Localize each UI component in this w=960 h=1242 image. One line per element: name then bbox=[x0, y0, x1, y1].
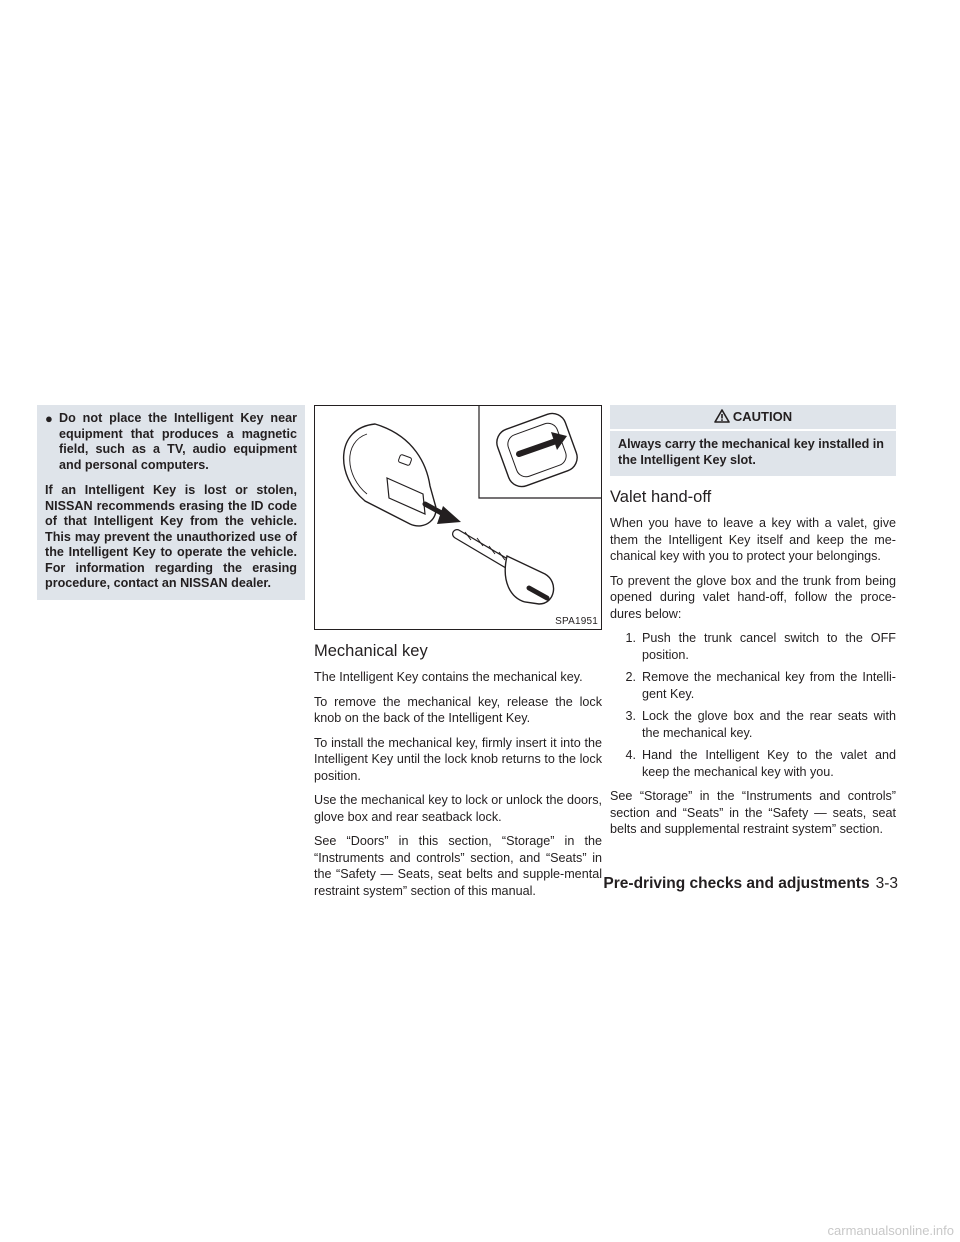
watermark: carmanualsonline.info bbox=[827, 1223, 954, 1238]
list-item: 3. Lock the glove box and the rear seats with the mechanical key. bbox=[625, 709, 896, 740]
warning-paragraph: If an Intelligent Key is lost or stolen, NISSAN recommends erasing the ID code of that Intelligent Key from the vehicle. This may prevent the unauthorized use of the Intelligent Key to operate the vehicle. For information regarding the erasing procedure, contact an NISSAN dealer. bbox=[45, 483, 297, 590]
mechanical-key-paragraph: See “Doors” in this section, “Storage” in the “Instruments and controls” section, and “Seats” in the “Safety — Seats, seat belts and supple-mental restraint system” section of this manual. bbox=[314, 834, 602, 898]
warning-bullet-text: Do not place the Intelligent Key near equipment that produces a magnetic field, such as a TV, audio equipment and personal computers. bbox=[59, 411, 297, 472]
caution-text: Always carry the mechanical key installed in the Intelligent Key slot. bbox=[610, 431, 896, 476]
list-item: 4. Hand the Intelligent Key to the valet and keep the mechanical key with you. bbox=[625, 748, 896, 779]
mechanical-key-heading: Mechanical key bbox=[314, 642, 428, 660]
figure-label: SPA1951 bbox=[555, 616, 598, 627]
mechanical-key-paragraph: Use the mechanical key to lock or unlock the doors, glove box and rear seatback lock. bbox=[314, 793, 602, 824]
mechanical-key-paragraph: The Intelligent Key contains the mechanical key. bbox=[314, 670, 583, 684]
valet-steps-list bbox=[610, 630, 896, 780]
caution-title: CAUTION bbox=[732, 409, 793, 424]
mechanical-key-paragraph: To remove the mechanical key, release the lock knob on the back of the Intelligent Key. bbox=[314, 694, 602, 725]
caution-header bbox=[610, 405, 896, 429]
warning-box bbox=[37, 405, 305, 600]
valet-closing-paragraph: See “Storage” in the “Instruments and controls” section and “Seats” in the “Safety — seats, seat belts and supplemental restraint system” section. bbox=[610, 789, 896, 836]
mechanical-key-paragraph: To install the mechanical key, firmly insert it into the Intelligent Key until the lock knob returns to the lock position. bbox=[314, 735, 602, 783]
warning-bullet bbox=[45, 411, 297, 473]
middle-column bbox=[314, 405, 602, 907]
right-column bbox=[610, 405, 896, 846]
page-footer bbox=[603, 875, 898, 893]
key-illustration-figure bbox=[314, 405, 602, 630]
intelligent-key-icon bbox=[315, 406, 601, 629]
valet-paragraph: To prevent the glove box and the trunk from being opened during valet hand-off, follow the proce-dures below: bbox=[610, 573, 896, 621]
bullet-symbol: ● bbox=[45, 411, 53, 426]
valet-paragraph: When you have to leave a key with a valet, give them the Intelligent Key itself and keep the me-chanical key with you to protect your belongings. bbox=[610, 516, 896, 563]
footer-section-title: Pre-driving checks and adjustments bbox=[603, 875, 870, 892]
caution-icon bbox=[714, 409, 730, 423]
valet-heading: Valet hand-off bbox=[610, 488, 712, 506]
page-number: 3-3 bbox=[875, 875, 898, 892]
list-item: 1. Push the trunk cancel switch to the OFF position. bbox=[625, 631, 896, 662]
left-column bbox=[37, 405, 305, 600]
list-item: 2. Remove the mechanical key from the Intelli-gent Key. bbox=[625, 670, 896, 701]
